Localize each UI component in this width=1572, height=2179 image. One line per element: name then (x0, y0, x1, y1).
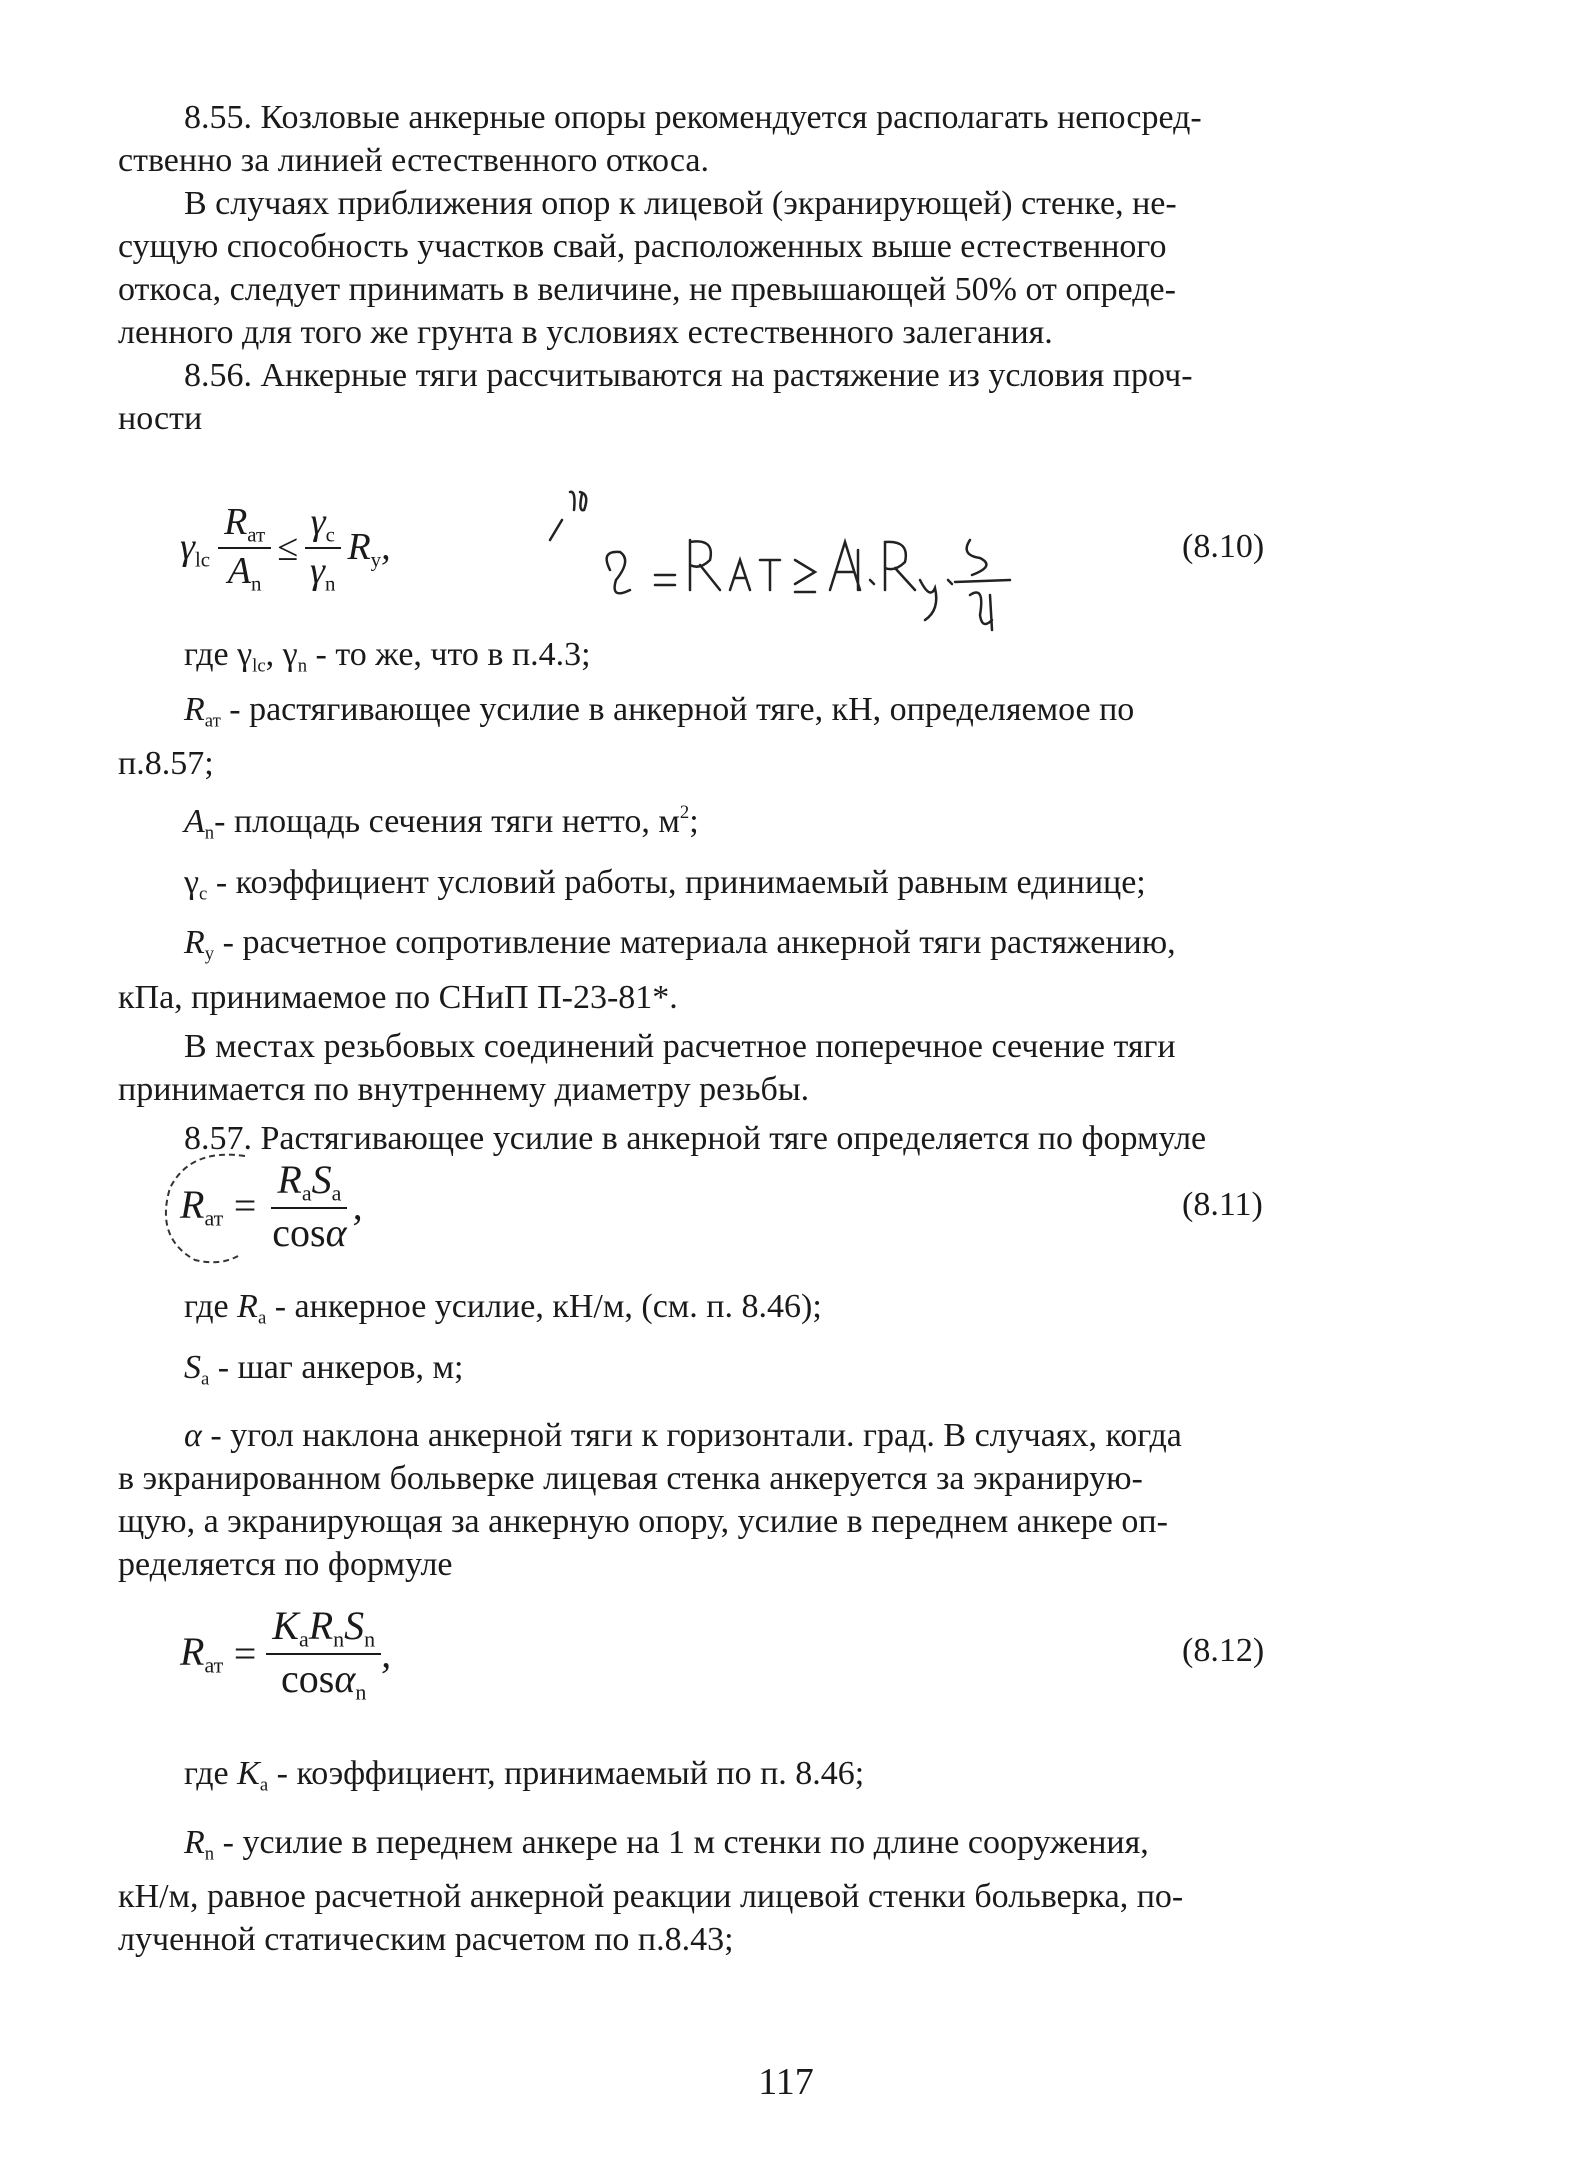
text-line: щую, а экранирующая за анкерную опору, усилие в переднем анкере оп- (118, 1503, 1168, 1541)
text-line: 8.57. Растягивающее усилие в анкерной тяге определяется по формуле (184, 1119, 1207, 1157)
text-line: кН/м, равное расчетной анкерной реакции лицевой стенки больверка, по- (118, 1878, 1184, 1916)
text-fragment: - анкерное усилие, кН/м, (см. п. 8.46); (266, 1288, 822, 1325)
text-line: в экранированном больверке лицевая стенка анкеруется за экранирую- (118, 1460, 1143, 1498)
text-fragment: - усилие в переднем анкере на 1 м стенки по длине сооружения, (214, 1823, 1149, 1861)
text-fragment: где γ (184, 636, 253, 673)
equation-number: (8.12) (1182, 1632, 1265, 1669)
cos-text: cos (281, 1655, 335, 1701)
definition-an: $A_n-$ площадь сечения тяги нетто, $м^2$; (184, 802, 699, 844)
equation-number: (8.10) (1182, 528, 1265, 565)
definition-ka: где $K_a$ - коэффициент, принимаемый по п. 8.46; (184, 1755, 865, 1796)
equation-number: (8.11) (1182, 1186, 1263, 1223)
text-fragment: где (184, 1288, 238, 1325)
text-line: В случаях приближения опор к лицевой (экранирующей) стенке, не- (184, 185, 1177, 222)
equation-8-10 (0, 490, 1572, 630)
handwritten-annotation (540, 480, 1100, 650)
text-line: кПа, принимаемое по СНиП П-23-81*. (118, 978, 678, 1016)
alpha-symbol: α (184, 1417, 202, 1455)
definition-ra: где $R_a$ - анкерное усилие, кН/м, (см. п. 8.46); (184, 1288, 822, 1329)
text-fragment: где (184, 1755, 238, 1792)
text-line: лученной статическим расчетом по п.8.43; (118, 1921, 734, 1959)
text-line: откоса, следует принимать в величине, не превышающей 50% от опреде- (118, 271, 1176, 308)
where-block-8-11 (118, 1285, 1448, 1586)
definition-sa: $S_a$ - шаг анкеров, м; (184, 1348, 464, 1390)
text-line: 8.55. Козловые анкерные опоры рекомендуется располагать непосред- (184, 99, 1202, 136)
text-line: ственно за линией естественного откоса. (118, 142, 709, 179)
text-fragment: - угол наклона анкерной тяги к горизонтали. град. В случаях, когда (201, 1417, 1182, 1455)
text-fragment: - то же, что в п.4.3; (307, 636, 591, 673)
text-line: принимается по внутреннему диаметру резьбы. (118, 1070, 810, 1108)
text-line: ределяется по формуле (118, 1546, 453, 1584)
text-fragment: - растягивающее усилие в анкерной тяге, кН, определяемое по (220, 690, 1135, 728)
definition-ry: $R_y$ - расчетное сопротивление материала анкерной тяги растяжению, (184, 924, 1176, 965)
formula-8-11: $R_{ат}$ = $\frac{R_aS_a}{\cos\alpha}$ , (180, 1157, 363, 1255)
alpha-symbol: α (325, 1209, 347, 1255)
definition-rn: $R_n$ - усилие в переднем анкере на 1 м стенки по длине сооружения, (184, 1823, 1149, 1865)
paragraph-8-55 (118, 96, 1448, 440)
formula-8-12: $R_{ат}$ = $\frac{K_aR_nS_n}{\cos\alpha_n}$ , (180, 1603, 392, 1705)
text-line: п.8.57; (118, 745, 214, 783)
alpha-symbol: α (334, 1655, 356, 1701)
text-line: сущую способность участков свай, расположенных выше естественного (118, 228, 1167, 265)
where-block-8-12 (118, 1752, 1448, 1961)
definition-alpha (118, 1414, 1448, 1457)
definition-gamma: где $\gamma_{lc}$, $\gamma_n$ - то же, что в п.4.3; (184, 636, 591, 677)
equation-8-11 (0, 1150, 1572, 1280)
definition-gamma-c: $\gamma_c$ - коэффициент условий работы, принимаемый равным единице; (184, 863, 1146, 905)
formula-8-10-printed: $\gamma_{lc}$ $\frac{R_{ат}}{A_n}$ ≤ $\frac{\gamma_c}{\gamma_n}$ $R_y$, (180, 501, 391, 596)
text-fragment: - расчетное сопротивление материала анкерной тяги растяжению, (214, 924, 1176, 962)
cos-text: cos (272, 1209, 326, 1255)
equation-8-12 (0, 1602, 1572, 1732)
text-fragment: - коэффициент условий работы, принимаемый равным единице; (207, 863, 1146, 901)
text-line: ности (118, 400, 203, 437)
text-line: ленного для того же грунта в условиях естественного залегания. (118, 314, 1053, 351)
text-line: В местах резьбовых соединений расчетное поперечное сечение тяги (184, 1027, 1176, 1065)
text-line: 8.56. Анкерные тяги рассчитываются на растяжение из условия проч- (184, 357, 1193, 394)
text-fragment: - коэффициент, принимаемый по п. 8.46; (268, 1755, 865, 1792)
page-number: 117 (758, 2061, 814, 2103)
where-block-8-10 (118, 633, 1448, 1160)
text-fragment: - площадь сечения тяги нетто, м (214, 803, 680, 841)
definition-r-at: $R_{ат}$ - растягивающее усилие в анкерной тяге, кН, определяемое по (184, 690, 1135, 732)
text-fragment: - шаг анкеров, м; (209, 1348, 464, 1386)
